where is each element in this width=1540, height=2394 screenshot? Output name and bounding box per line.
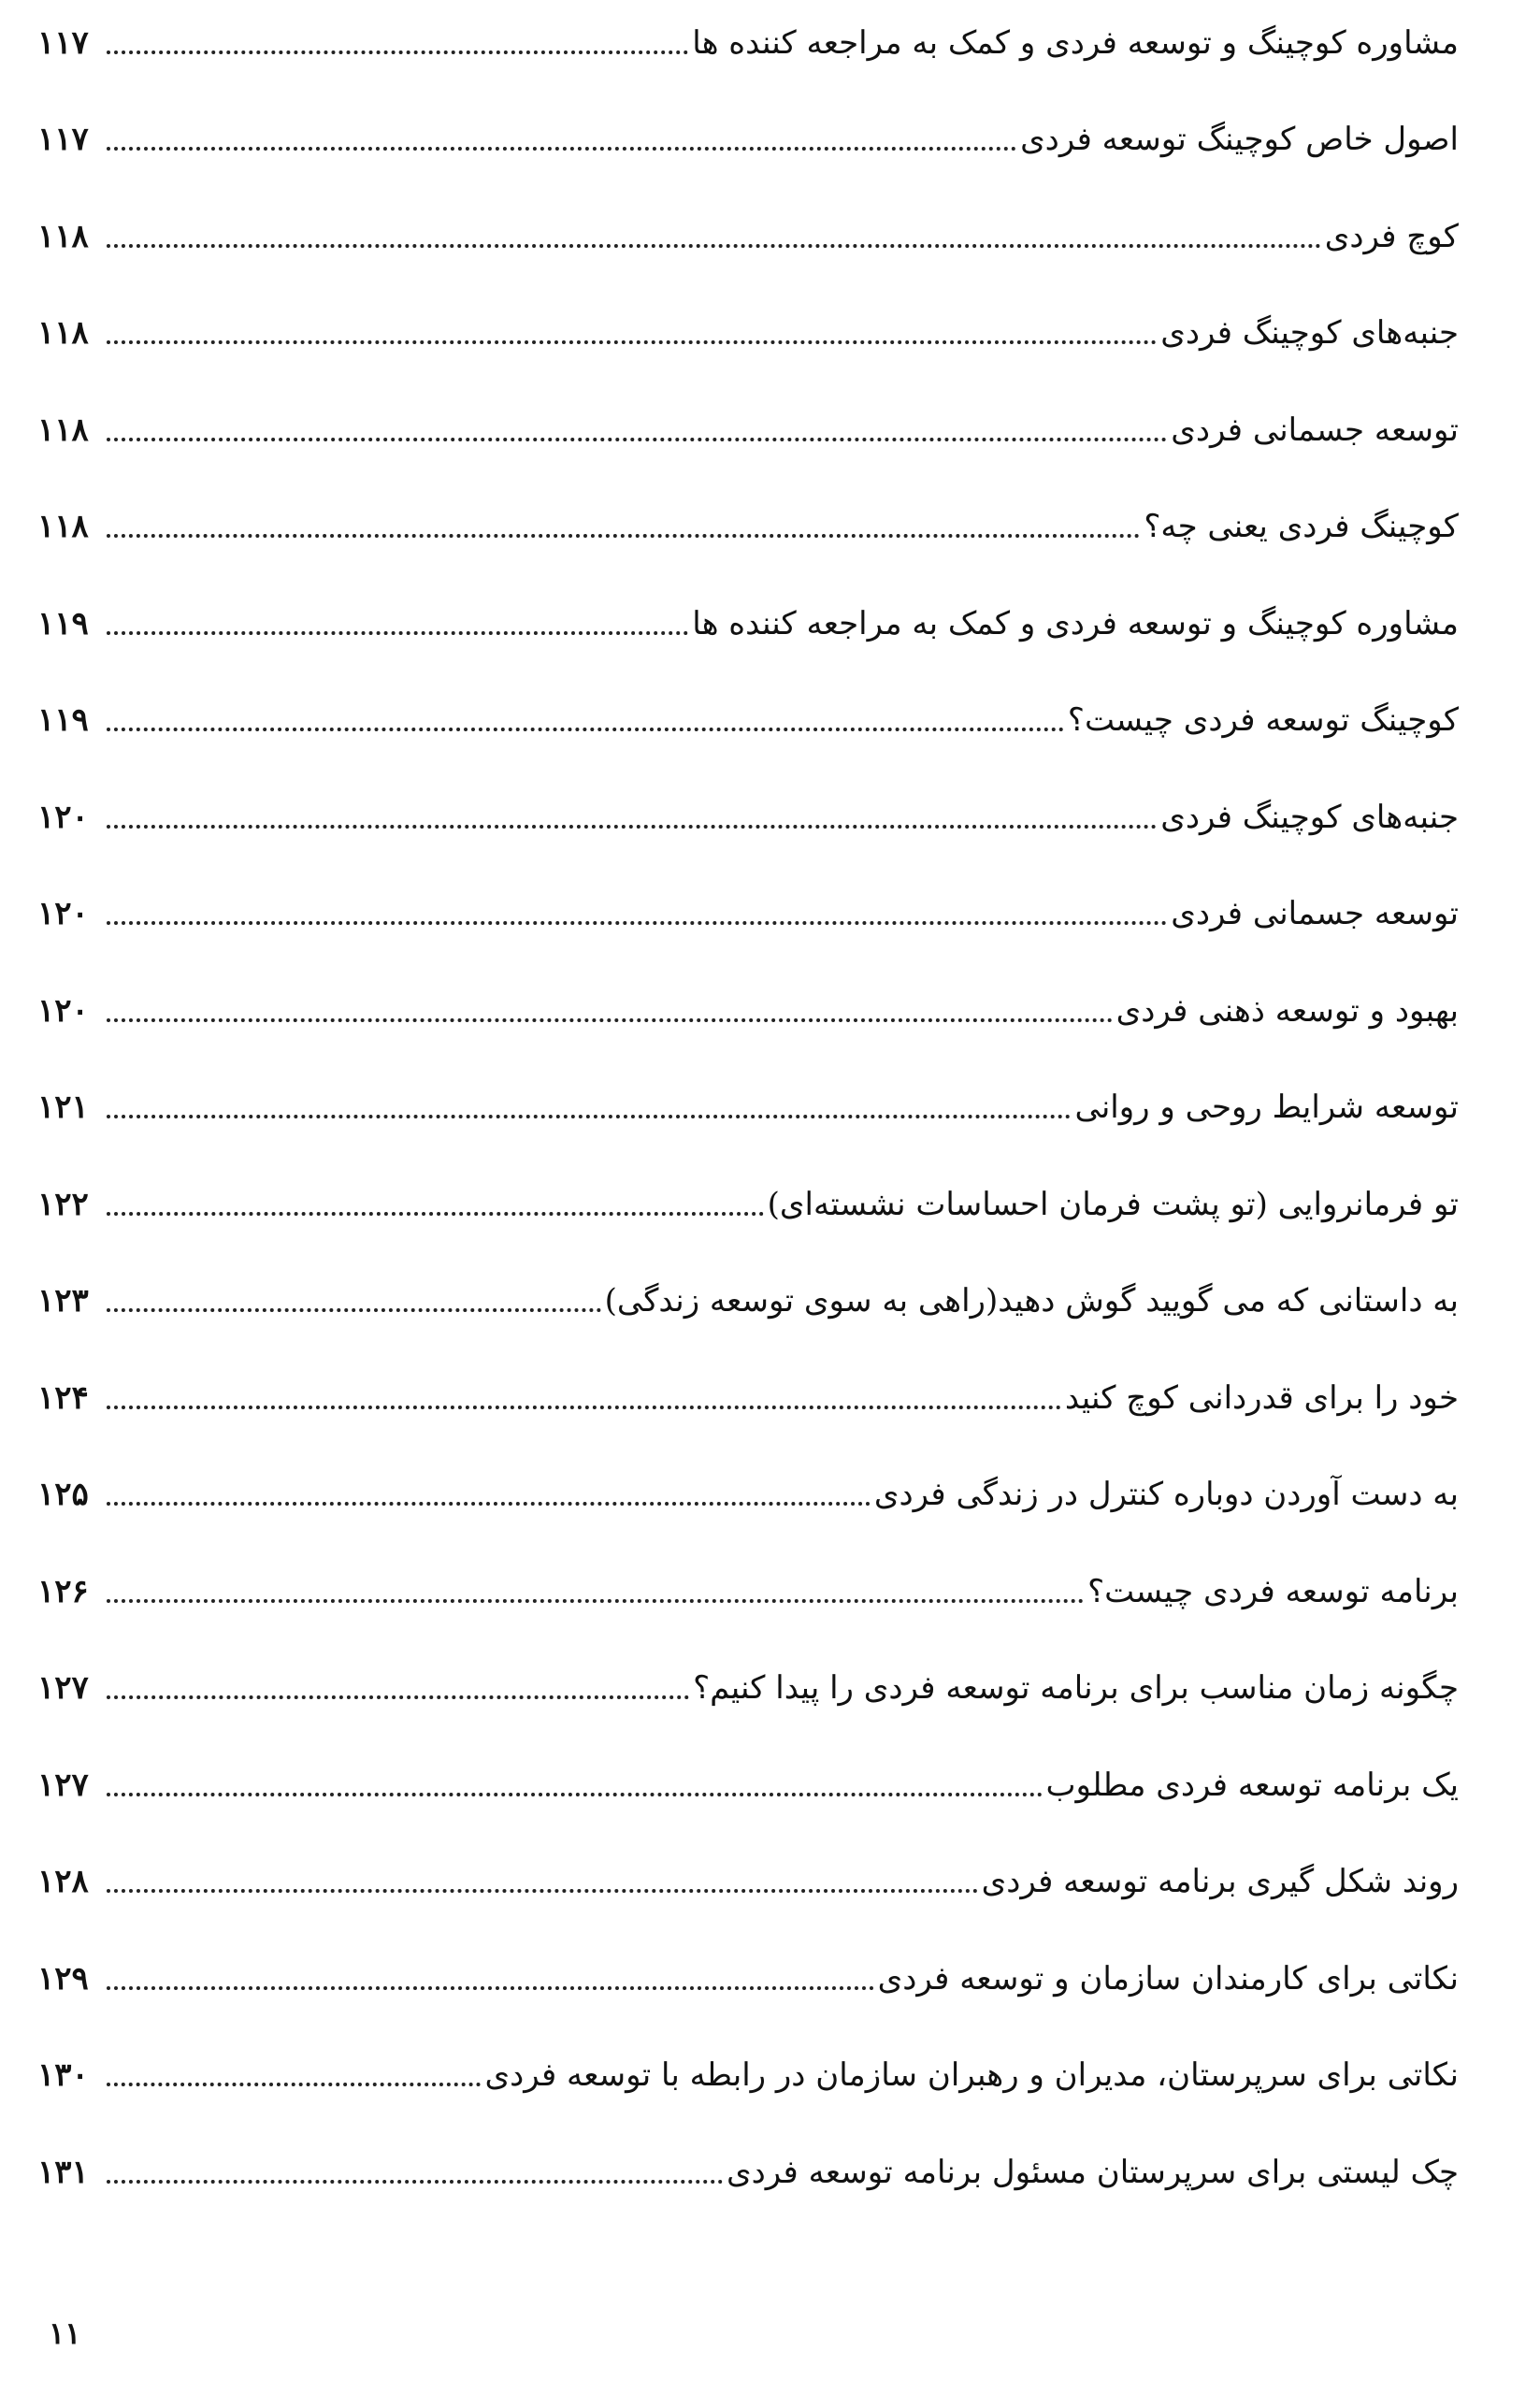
toc-entry-page: ۱۲۱ [37, 1089, 89, 1127]
toc-entry-title: تو فرمانروایی (تو پشت فرمان احساسات نشسته‌ای) [767, 1185, 1459, 1223]
dot-leader [107, 631, 688, 635]
toc-entry-page: ۱۲۸ [37, 1863, 89, 1901]
dot-leader [107, 2083, 481, 2086]
toc-entry[interactable] [37, 382, 1459, 479]
toc-entry-page: ۱۲۶ [37, 1572, 89, 1610]
toc-entry[interactable] [37, 479, 1459, 576]
table-of-contents [37, 0, 1459, 2221]
toc-entry-title: جنبه‌های کوچینگ فردی [1160, 798, 1459, 836]
toc-entry-page: ۱۲۷ [37, 1766, 89, 1804]
toc-entry[interactable] [37, 2124, 1459, 2221]
toc-entry-title: خود را برای قدردانی کوچ کنید [1064, 1378, 1459, 1417]
toc-entry[interactable] [37, 0, 1459, 92]
toc-entry[interactable] [37, 866, 1459, 963]
toc-entry-title: توسعه شرایط روحی و روانی [1074, 1089, 1459, 1127]
toc-entry-page: ۱۲۴ [37, 1378, 89, 1417]
page-number: ۱۱ [49, 2315, 81, 2351]
toc-entry-title: جنبه‌های کوچینگ فردی [1160, 314, 1459, 353]
toc-entry-page: ۱۱۸ [37, 217, 89, 255]
toc-entry-page: ۱۱۸ [37, 314, 89, 353]
toc-entry-page: ۱۲۰ [37, 895, 89, 933]
toc-entry-page: ۱۲۷ [37, 1669, 89, 1708]
toc-entry-title: کوچینگ فردی یعنی چه؟ [1144, 508, 1459, 546]
dot-leader [107, 1599, 1084, 1603]
toc-entry[interactable] [37, 1349, 1459, 1447]
dot-leader [107, 1793, 1043, 1796]
toc-entry[interactable] [37, 672, 1459, 770]
toc-entry-title: روند شکل گیری برنامه توسعه فردی [981, 1863, 1459, 1901]
dot-leader [107, 2180, 723, 2184]
toc-entry[interactable] [37, 1543, 1459, 1640]
toc-entry[interactable] [37, 1447, 1459, 1544]
toc-entry-title: کوچ فردی [1324, 217, 1459, 255]
toc-entry-title: چگونه زمان مناسب برای برنامه توسعه فردی را پیدا کنیم؟ [693, 1669, 1459, 1708]
dot-leader [107, 244, 1321, 248]
toc-entry-title: برنامه توسعه فردی چیست؟ [1087, 1572, 1459, 1610]
toc-entry-page: ۱۲۰ [37, 991, 89, 1030]
toc-entry[interactable] [37, 1060, 1459, 1157]
toc-entry-page: ۱۱۹ [37, 701, 89, 740]
dot-leader [107, 1212, 764, 1216]
toc-entry-title: به دست آوردن دوباره کنترل در زندگی فردی [873, 1476, 1459, 1514]
toc-entry-page: ۱۲۰ [37, 798, 89, 836]
toc-entry[interactable] [37, 769, 1459, 866]
dot-leader [107, 438, 1167, 441]
dot-leader [107, 825, 1157, 829]
dot-leader [107, 147, 1016, 151]
toc-entry-page: ۱۲۹ [37, 1959, 89, 1997]
dot-leader [107, 1406, 1061, 1409]
toc-entry-page: ۱۱۹ [37, 604, 89, 642]
toc-entry-title: کوچینگ توسعه فردی چیست؟ [1067, 701, 1459, 740]
toc-entry-title: بهبود و توسعه ذهنی فردی [1115, 991, 1459, 1030]
toc-entry-title: نکاتی برای سرپرستان، مدیران و رهبران سازمان در رابطه با توسعه فردی [484, 2056, 1459, 2095]
toc-entry-title: نکاتی برای کارمندان سازمان و توسعه فردی [877, 1959, 1459, 1997]
toc-entry[interactable] [37, 1253, 1459, 1350]
toc-entry-page: ۱۱۸ [37, 508, 89, 546]
dot-leader [107, 728, 1064, 731]
dot-leader [107, 1502, 871, 1506]
toc-entry-title: توسعه جسمانی فردی [1171, 895, 1459, 933]
toc-entry[interactable] [37, 2027, 1459, 2125]
dot-leader [107, 340, 1157, 344]
dot-leader [107, 534, 1140, 538]
toc-entry[interactable] [37, 962, 1459, 1060]
toc-entry-title: چک لیستی برای سرپرستان مسئول برنامه توسعه فردی [727, 2153, 1459, 2191]
toc-entry-page: ۱۱۸ [37, 411, 89, 449]
toc-entry[interactable] [37, 1930, 1459, 2027]
dot-leader [107, 1308, 601, 1312]
toc-entry[interactable] [37, 1156, 1459, 1253]
toc-entry-title: یک برنامه توسعه فردی مطلوب [1045, 1766, 1459, 1804]
toc-entry-page: ۱۲۵ [37, 1476, 89, 1514]
toc-entry-title: اصول خاص کوچینگ توسعه فردی [1020, 121, 1459, 159]
toc-entry[interactable] [37, 1737, 1459, 1834]
toc-entry-title: مشاوره کوچینگ و توسعه فردی و کمک به مراجعه کننده ها [692, 23, 1459, 62]
toc-entry[interactable] [37, 575, 1459, 672]
toc-entry-title: به داستانی که می گویید گوش دهید(راهی به سوی توسعه زندگی) [604, 1282, 1459, 1320]
toc-entry[interactable] [37, 92, 1459, 189]
dot-leader [107, 921, 1167, 925]
toc-entry-page: ۱۳۰ [37, 2056, 89, 2095]
toc-entry-page: ۱۳۱ [37, 2153, 89, 2191]
toc-entry[interactable] [37, 285, 1459, 382]
dot-leader [107, 1889, 978, 1893]
toc-entry[interactable] [37, 188, 1459, 285]
dot-leader [107, 1115, 1071, 1118]
toc-entry-title: توسعه جسمانی فردی [1171, 411, 1459, 449]
dot-leader [107, 1986, 874, 1990]
toc-entry-page: ۱۲۲ [37, 1185, 89, 1223]
dot-leader [107, 1695, 689, 1699]
toc-entry-page: ۱۲۳ [37, 1282, 89, 1320]
toc-entry[interactable] [37, 1640, 1459, 1738]
toc-entry[interactable] [37, 1834, 1459, 1931]
toc-entry-title: مشاوره کوچینگ و توسعه فردی و کمک به مراجعه کننده ها [692, 604, 1459, 642]
dot-leader [107, 1018, 1113, 1022]
toc-entry-page: ۱۱۷ [37, 23, 89, 62]
dot-leader [107, 50, 688, 54]
toc-entry-page: ۱۱۷ [37, 121, 89, 159]
